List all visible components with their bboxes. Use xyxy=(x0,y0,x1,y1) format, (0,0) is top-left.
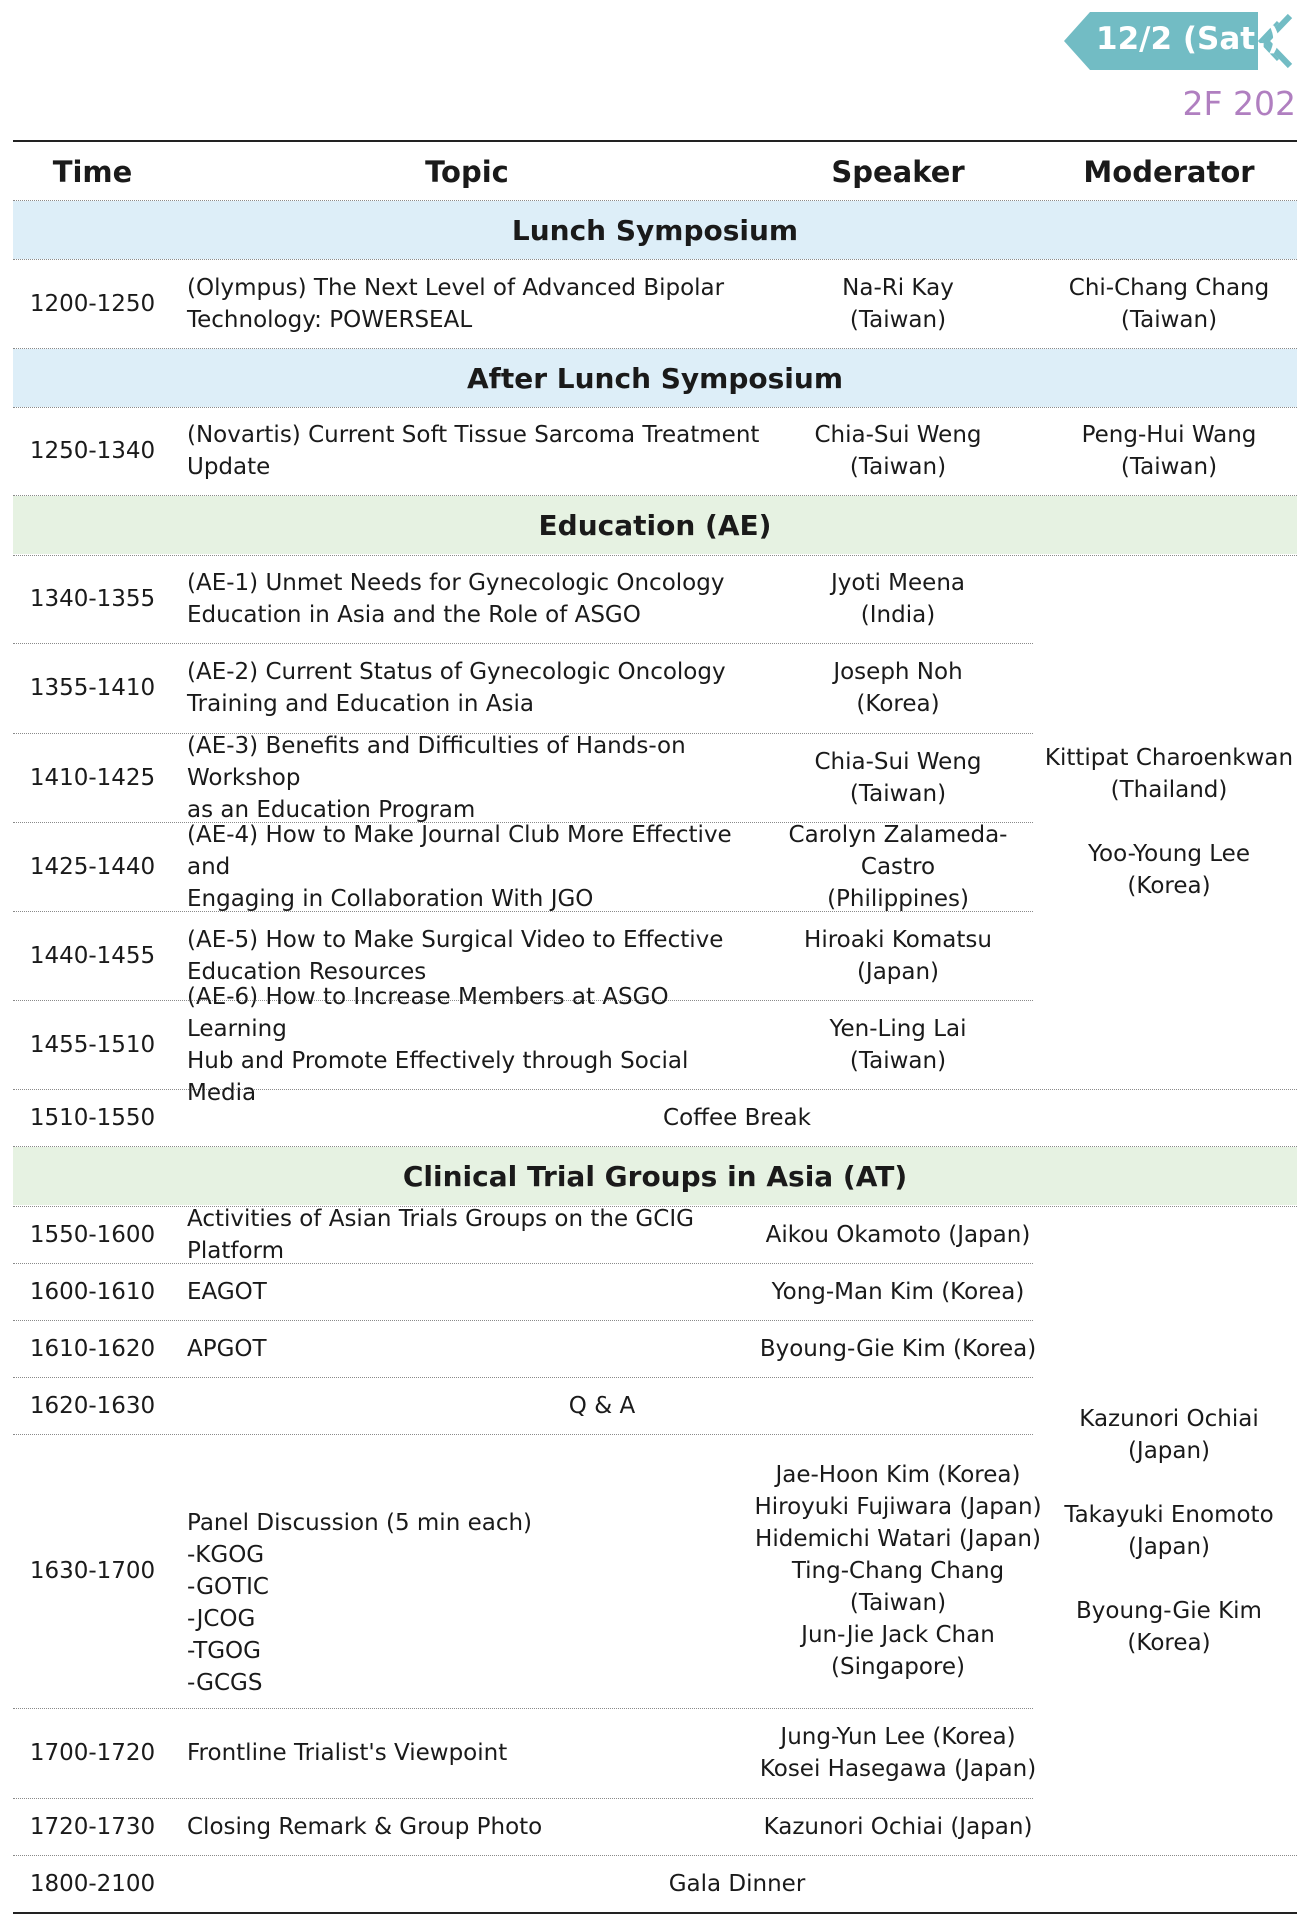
topic-cell: (Novartis) Current Soft Tissue Sarcoma Treatment Update xyxy=(187,422,760,480)
moderator-cell: Chi-Chang Chang (Taiwan) xyxy=(1068,274,1270,333)
speaker-cell: Chia-Sui Weng (Taiwan) xyxy=(814,748,982,807)
speaker-cell: Jyoti Meena (India) xyxy=(830,570,965,628)
topic-cell: (AE-3) Benefits and Difficulties of Hands-on Workshop as an Education Program xyxy=(187,732,686,823)
table-top-rule xyxy=(13,140,1297,142)
time-cell: 1410-1425 xyxy=(29,764,156,791)
topic-cell: (AE-5) How to Make Surgical Video to Effective Education Resources xyxy=(187,926,724,985)
time-cell: 1200-1250 xyxy=(29,290,156,317)
time-cell: 1550-1600 xyxy=(29,1221,156,1248)
speaker-cell: Byoung-Gie Kim (Korea) xyxy=(759,1335,1037,1362)
section-lunch-symposium: Lunch Symposium xyxy=(13,201,1297,259)
header-moderator: Moderator xyxy=(1083,155,1255,189)
date-tag xyxy=(1062,10,1294,72)
time-cell: 1510-1550 xyxy=(29,1104,156,1131)
speaker-cell: Carolyn Zalameda-Castro (Philippines) xyxy=(788,821,1008,912)
qa-label: Q & A xyxy=(568,1392,636,1419)
row-divider xyxy=(13,348,1297,349)
time-cell: 1440-1455 xyxy=(29,942,156,969)
topic-cell: Activities of Asian Trials Groups on the GCIG Platform xyxy=(187,1205,694,1264)
time-cell: 1340-1355 xyxy=(29,586,156,612)
speaker-cell: Yen-Ling Lai (Taiwan) xyxy=(829,1015,967,1074)
speaker-cell: Yong-Man Kim (Korea) xyxy=(771,1278,1025,1305)
time-cell: 1700-1720 xyxy=(29,1740,156,1766)
topic-cell: (AE-1) Unmet Needs for Gynecologic Oncology Education in Asia and the Role of ASGO xyxy=(187,570,725,628)
time-cell: 1620-1630 xyxy=(29,1392,156,1419)
time-cell: 1630-1700 xyxy=(29,1558,156,1584)
speaker-cell: Chia-Sui Weng (Taiwan) xyxy=(814,422,982,480)
time-cell: 1355-1410 xyxy=(29,675,156,701)
time-cell: 1800-2100 xyxy=(29,1870,156,1897)
header-time: Time xyxy=(52,155,133,189)
topic-cell: EAGOT xyxy=(187,1278,267,1305)
speaker-cell: Kazunori Ochiai (Japan) xyxy=(763,1813,1033,1840)
time-cell: 1600-1610 xyxy=(29,1278,156,1305)
moderator-cell: Peng-Hui Wang (Taiwan) xyxy=(1081,422,1257,480)
time-cell: 1720-1730 xyxy=(29,1813,156,1840)
time-cell: 1250-1340 xyxy=(29,438,156,464)
time-cell: 1455-1510 xyxy=(29,1031,156,1058)
date-label: 12/2 (Sat.) xyxy=(1096,21,1282,57)
coffee-break-label: Coffee Break xyxy=(663,1104,811,1131)
row-divider xyxy=(13,495,1297,496)
time-cell: 1425-1440 xyxy=(29,853,156,880)
row-divider xyxy=(13,1146,1297,1147)
section-clinical-trial-groups: Clinical Trial Groups in Asia (AT) xyxy=(13,1147,1297,1205)
speaker-cell: Joseph Noh (Korea) xyxy=(833,659,963,717)
room-label: 2F 202 xyxy=(1182,84,1296,123)
header-speaker: Speaker xyxy=(831,155,965,189)
topic-cell: Panel Discussion (5 min each) -KGOG -GOTIC -JCOG -TGOG -GCGS xyxy=(187,1510,533,1696)
topic-cell: (AE-4) How to Make Journal Club More Effective and Engaging in Collaboration With JGO xyxy=(187,821,732,912)
topic-cell: Frontline Trialist's Viewpoint xyxy=(187,1740,508,1766)
row-divider xyxy=(13,200,1297,201)
speaker-cell: Jae-Hoon Kim (Korea) Hiroyuki Fujiwara (Japan) Hidemichi Watari (Japan) Ting-Chang Chang (Taiwan) Jun-Jie Jack Chan (Singapore) xyxy=(754,1462,1042,1680)
table-bottom-rule xyxy=(13,1912,1297,1914)
section-education: Education (AE) xyxy=(13,496,1297,554)
topic-cell: Closing Remark & Group Photo xyxy=(187,1813,543,1840)
time-cell: 1610-1620 xyxy=(29,1335,156,1362)
gala-dinner-label: Gala Dinner xyxy=(668,1870,806,1897)
moderator-cell-education: Kittipat Charoenkwan (Thailand) Yoo-Young Lee (Korea) xyxy=(1044,745,1294,899)
topic-cell: (AE-2) Current Status of Gynecologic Oncology Training and Education in Asia xyxy=(187,659,726,717)
topic-cell: APGOT xyxy=(187,1335,267,1362)
speaker-cell: Jung-Yun Lee (Korea) Kosei Hasegawa (Japan) xyxy=(759,1724,1037,1782)
speaker-cell: Hiroaki Komatsu (Japan) xyxy=(804,926,992,985)
moderator-cell-clinical: Kazunori Ochiai (Japan) Takayuki Enomoto (Japan) Byoung-Gie Kim (Korea) xyxy=(1064,1405,1274,1656)
topic-cell: (AE-6) How to Increase Members at ASGO Learning Hub and Promote Effectively through Social Media xyxy=(187,983,689,1106)
header-topic: Topic xyxy=(425,155,509,189)
speaker-cell: Na-Ri Kay (Taiwan) xyxy=(842,274,954,333)
section-after-lunch-symposium: After Lunch Symposium xyxy=(13,349,1297,407)
topic-cell: (Olympus) The Next Level of Advanced Bipolar Technology: POWERSEAL xyxy=(187,274,725,333)
speaker-cell: Aikou Okamoto (Japan) xyxy=(765,1221,1031,1248)
